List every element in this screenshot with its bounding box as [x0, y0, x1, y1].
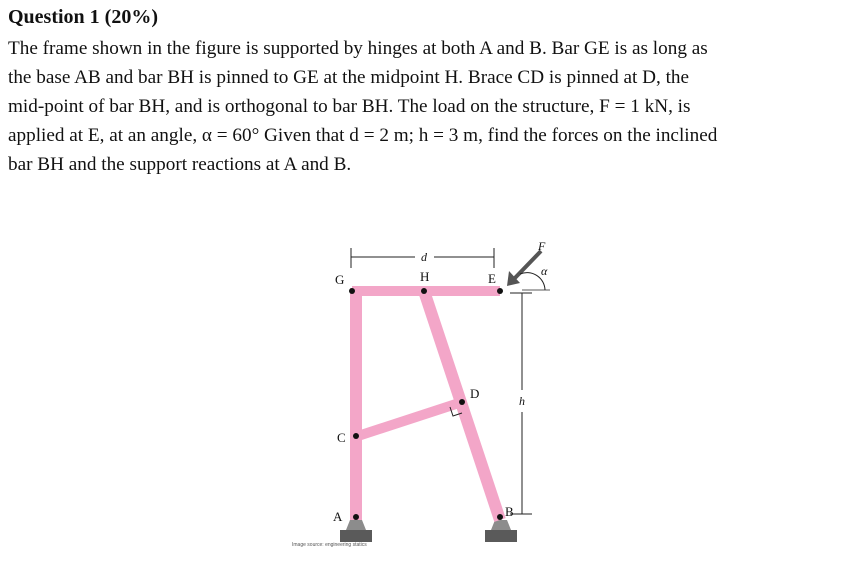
dimension-d [351, 248, 494, 268]
image-credit: Image source: engineering statics [292, 542, 367, 548]
frame-bars [352, 288, 500, 520]
label-a: A [333, 509, 343, 524]
label-d-point: D [470, 386, 480, 401]
dimension-h [510, 293, 532, 514]
problem-line: applied at E, at an angle, α = 60° Given that d = 2 m; h = 3 m, find the forces on the inclined [8, 125, 718, 146]
problem-line: bar BH and the support reactions at A and B. [8, 154, 352, 175]
pin-g [349, 288, 355, 294]
pin-b [497, 514, 503, 520]
question-heading: Question 1 (20%) [8, 6, 158, 28]
label-c: C [337, 430, 346, 445]
label-alpha: α [541, 264, 548, 278]
label-h-point: H [420, 269, 430, 284]
label-d: d [421, 250, 427, 264]
support-a [340, 520, 372, 542]
label-h: h [519, 394, 525, 408]
problem-line: mid-point of bar BH, and is orthogonal to bar BH. The load on the structure, F = 1 kN, is [8, 96, 691, 117]
label-e: E [488, 271, 496, 286]
pin-c [353, 433, 359, 439]
problem-line: The frame shown in the figure is supported by hinges at both A and B. Bar GE is as long as [8, 38, 708, 59]
pin-e [497, 288, 503, 294]
label-b: B [505, 504, 514, 519]
pin-a [353, 514, 359, 520]
load-f [507, 239, 550, 290]
problem-line: the base AB and bar BH is pinned to GE at the midpoint H. Brace CD is pinned at D, the [8, 67, 690, 88]
bar-cd [358, 402, 462, 436]
support-b [485, 520, 517, 542]
label-f: F [538, 239, 546, 253]
pin-d [459, 399, 465, 405]
pins [349, 288, 503, 520]
pin-h [421, 288, 427, 294]
label-g: G [335, 272, 345, 287]
